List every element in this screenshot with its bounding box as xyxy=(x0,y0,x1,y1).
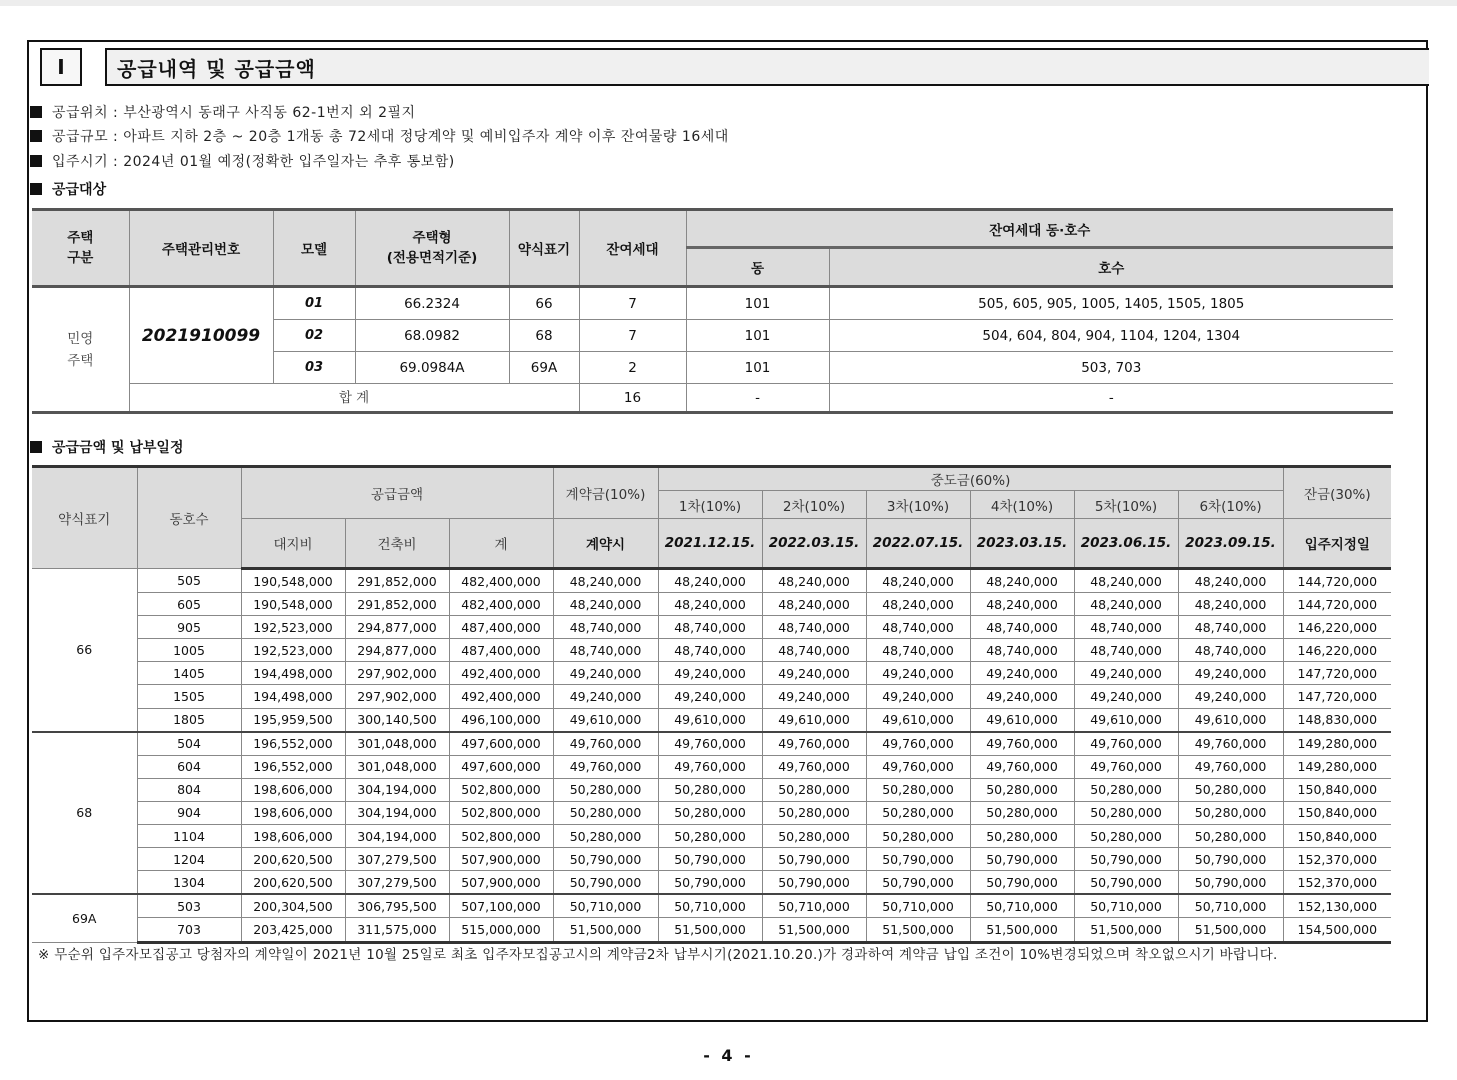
building-cell: 311,575,000 xyxy=(345,918,449,942)
header-installment: 1차(10%) xyxy=(658,491,762,519)
middle-3-cell: 50,790,000 xyxy=(866,848,970,871)
remaining-cell: 7 xyxy=(579,287,686,320)
header-house-type: 주택형 (전용면적기준) xyxy=(355,210,509,287)
dong-cell: 101 xyxy=(686,352,829,384)
table-row xyxy=(32,732,1391,756)
header-installment-date: 2022.03.15. xyxy=(762,519,866,569)
middle-3-cell: 49,240,000 xyxy=(866,662,970,685)
ho-cell: 1204 xyxy=(137,848,241,871)
middle-2-cell: 50,790,000 xyxy=(762,871,866,895)
middle-5-cell: 50,790,000 xyxy=(1074,848,1178,871)
page-number: - 4 - xyxy=(703,1046,754,1065)
info-scale: 공급규모 : 아파트 지하 2층 ~ 20층 1개동 총 72세대 정당계약 및 예비입주자 계약 이후 잔여물량 16세대 xyxy=(30,126,729,146)
deposit-cell: 48,240,000 xyxy=(553,593,658,616)
remaining-cell: 7 xyxy=(579,320,686,352)
balance-cell: 148,830,000 xyxy=(1283,708,1391,732)
middle-4-cell: 51,500,000 xyxy=(970,918,1074,942)
ho-cell: 1005 xyxy=(137,639,241,662)
middle-4-cell: 50,280,000 xyxy=(970,778,1074,801)
square-bullet-icon xyxy=(30,183,42,195)
middle-6-cell: 49,240,000 xyxy=(1178,685,1283,708)
dong-cell: 101 xyxy=(686,320,829,352)
middle-6-cell: 50,790,000 xyxy=(1178,848,1283,871)
middle-4-cell: 48,240,000 xyxy=(970,569,1074,593)
middle-4-cell: 49,610,000 xyxy=(970,708,1074,732)
middle-3-cell: 48,740,000 xyxy=(866,639,970,662)
ho-cell: 505, 605, 905, 1005, 1405, 1505, 1805 xyxy=(829,287,1393,320)
middle-2-cell: 49,760,000 xyxy=(762,732,866,756)
middle-6-cell: 48,740,000 xyxy=(1178,639,1283,662)
table-row xyxy=(32,801,1391,824)
middle-1-cell: 49,760,000 xyxy=(658,755,762,778)
middle-6-cell: 50,280,000 xyxy=(1178,801,1283,824)
payment-heading: 공급금액 및 납부일정 xyxy=(30,437,183,457)
ho-cell: 904 xyxy=(137,801,241,824)
table-row xyxy=(32,569,1391,593)
balance-cell: 149,280,000 xyxy=(1283,755,1391,778)
middle-1-cell: 50,790,000 xyxy=(658,848,762,871)
deposit-cell: 50,280,000 xyxy=(553,801,658,824)
middle-3-cell: 48,740,000 xyxy=(866,616,970,639)
middle-5-cell: 50,280,000 xyxy=(1074,778,1178,801)
ho-cell: 1405 xyxy=(137,662,241,685)
ho-cell: 804 xyxy=(137,778,241,801)
total-cell: 482,400,000 xyxy=(449,593,553,616)
table-row xyxy=(32,894,1391,918)
ho-cell: 1805 xyxy=(137,708,241,732)
header-balance: 잔금(30%) xyxy=(1283,467,1391,519)
middle-6-cell: 49,610,000 xyxy=(1178,708,1283,732)
total-cell: 502,800,000 xyxy=(449,825,553,848)
building-cell: 297,902,000 xyxy=(345,685,449,708)
header-installment-date: 2023.03.15. xyxy=(970,519,1074,569)
middle-5-cell: 49,760,000 xyxy=(1074,732,1178,756)
land-cell: 198,606,000 xyxy=(241,778,345,801)
middle-4-cell: 49,240,000 xyxy=(970,685,1074,708)
middle-6-cell: 48,240,000 xyxy=(1178,593,1283,616)
deposit-cell: 50,280,000 xyxy=(553,825,658,848)
deposit-cell: 48,740,000 xyxy=(553,616,658,639)
ho-cell: 503 xyxy=(137,894,241,918)
total-cell: 496,100,000 xyxy=(449,708,553,732)
middle-5-cell: 49,240,000 xyxy=(1074,662,1178,685)
ho-cell: 504, 604, 804, 904, 1104, 1204, 1304 xyxy=(829,320,1393,352)
table-row xyxy=(32,825,1391,848)
building-cell: 294,877,000 xyxy=(345,616,449,639)
middle-1-cell: 50,710,000 xyxy=(658,894,762,918)
building-cell: 306,795,500 xyxy=(345,894,449,918)
balance-cell: 147,720,000 xyxy=(1283,685,1391,708)
balance-cell: 146,220,000 xyxy=(1283,616,1391,639)
land-cell: 198,606,000 xyxy=(241,825,345,848)
table-row xyxy=(32,755,1391,778)
header-supply: 공급금액 xyxy=(241,467,553,519)
land-cell: 200,620,500 xyxy=(241,848,345,871)
ho-cell: 703 xyxy=(137,918,241,942)
middle-6-cell: 49,240,000 xyxy=(1178,662,1283,685)
land-cell: 203,425,000 xyxy=(241,918,345,942)
table-row xyxy=(32,848,1391,871)
building-cell: 304,194,000 xyxy=(345,801,449,824)
header-middle: 중도금(60%) xyxy=(658,467,1283,491)
middle-5-cell: 50,790,000 xyxy=(1074,871,1178,895)
land-cell: 196,552,000 xyxy=(241,755,345,778)
header-installment-date: 2022.07.15. xyxy=(866,519,970,569)
deposit-cell: 49,610,000 xyxy=(553,708,658,732)
balance-cell: 150,840,000 xyxy=(1283,801,1391,824)
middle-4-cell: 48,740,000 xyxy=(970,616,1074,639)
table-row xyxy=(32,662,1391,685)
ho-cell: 605 xyxy=(137,593,241,616)
total-cell: 487,400,000 xyxy=(449,639,553,662)
ho-cell: 1505 xyxy=(137,685,241,708)
table-row xyxy=(32,708,1391,732)
building-cell: 291,852,000 xyxy=(345,569,449,593)
total-cell: 502,800,000 xyxy=(449,801,553,824)
table-row xyxy=(32,918,1391,942)
ho-cell: 905 xyxy=(137,616,241,639)
deposit-cell: 49,760,000 xyxy=(553,755,658,778)
middle-2-cell: 51,500,000 xyxy=(762,918,866,942)
table-row xyxy=(32,616,1391,639)
total-cell: 492,400,000 xyxy=(449,662,553,685)
middle-5-cell: 50,280,000 xyxy=(1074,825,1178,848)
middle-4-cell: 49,760,000 xyxy=(970,755,1074,778)
supply-target-table xyxy=(32,208,1393,414)
square-bullet-icon xyxy=(30,441,42,453)
model-cell: 02 xyxy=(273,320,355,352)
footnote: ※ 무순위 입주자모집공고 당첨자의 계약일이 2021년 10월 25일로 최초 입주자모집공고시의 계약금2차 납부시기(2021.10.20.)가 경과하여 계약금 납입 조건이 10%변경되었으며 착오없으시기 바랍니다. xyxy=(38,947,1278,963)
table-row xyxy=(32,593,1391,616)
header-installment-date: 2023.09.15. xyxy=(1178,519,1283,569)
total-cell: 482,400,000 xyxy=(449,569,553,593)
balance-cell: 150,840,000 xyxy=(1283,825,1391,848)
middle-3-cell: 48,240,000 xyxy=(866,569,970,593)
table-row xyxy=(32,871,1391,895)
header-balance-when: 입주지정일 xyxy=(1283,519,1391,569)
ho-cell: 604 xyxy=(137,755,241,778)
middle-1-cell: 49,240,000 xyxy=(658,685,762,708)
ho-cell: 1104 xyxy=(137,825,241,848)
total-cell: 507,100,000 xyxy=(449,894,553,918)
building-cell: 304,194,000 xyxy=(345,825,449,848)
table-row xyxy=(32,287,1393,320)
payment-table xyxy=(32,465,1391,944)
ho-cell: 503, 703 xyxy=(829,352,1393,384)
middle-2-cell: 49,240,000 xyxy=(762,662,866,685)
info-move-in: 입주시기 : 2024년 01월 예정(정확한 입주일자는 추후 통보함) xyxy=(30,151,455,171)
middle-6-cell: 49,760,000 xyxy=(1178,732,1283,756)
middle-2-cell: 48,740,000 xyxy=(762,616,866,639)
middle-1-cell: 48,740,000 xyxy=(658,616,762,639)
header-installment: 2차(10%) xyxy=(762,491,866,519)
header-remaining: 잔여세대 xyxy=(579,210,686,287)
balance-cell: 150,840,000 xyxy=(1283,778,1391,801)
total-remaining: 16 xyxy=(579,384,686,413)
middle-3-cell: 51,500,000 xyxy=(866,918,970,942)
deposit-cell: 48,740,000 xyxy=(553,639,658,662)
middle-6-cell: 50,280,000 xyxy=(1178,778,1283,801)
middle-4-cell: 48,740,000 xyxy=(970,639,1074,662)
total-row xyxy=(32,384,1393,413)
middle-2-cell: 50,280,000 xyxy=(762,801,866,824)
middle-3-cell: 50,790,000 xyxy=(866,871,970,895)
balance-cell: 147,720,000 xyxy=(1283,662,1391,685)
land-cell: 194,498,000 xyxy=(241,662,345,685)
section-number: I xyxy=(40,48,82,86)
top-edge xyxy=(0,0,1457,6)
middle-6-cell: 51,500,000 xyxy=(1178,918,1283,942)
building-cell: 300,140,500 xyxy=(345,708,449,732)
middle-5-cell: 49,610,000 xyxy=(1074,708,1178,732)
header-installment-date: 2021.12.15. xyxy=(658,519,762,569)
building-cell: 297,902,000 xyxy=(345,662,449,685)
middle-2-cell: 50,710,000 xyxy=(762,894,866,918)
balance-cell: 152,130,000 xyxy=(1283,894,1391,918)
header-abbrev: 약식표기 xyxy=(509,210,579,287)
land-cell: 192,523,000 xyxy=(241,616,345,639)
header-housing-type: 주택 구분 xyxy=(32,210,129,287)
header-dong-ho: 잔여세대 동·호수 xyxy=(686,210,1393,248)
land-cell: 194,498,000 xyxy=(241,685,345,708)
table-row xyxy=(32,639,1391,662)
middle-4-cell: 50,280,000 xyxy=(970,801,1074,824)
middle-2-cell: 49,240,000 xyxy=(762,685,866,708)
header-model: 모델 xyxy=(273,210,355,287)
middle-1-cell: 50,280,000 xyxy=(658,778,762,801)
type-cell: 69.0984A xyxy=(355,352,509,384)
middle-1-cell: 50,280,000 xyxy=(658,825,762,848)
remaining-cell: 2 xyxy=(579,352,686,384)
middle-5-cell: 49,760,000 xyxy=(1074,755,1178,778)
middle-6-cell: 50,710,000 xyxy=(1178,894,1283,918)
header-mgmt-no: 주택관리번호 xyxy=(129,210,273,287)
header-deposit-when: 계약시 xyxy=(553,519,658,569)
middle-1-cell: 49,240,000 xyxy=(658,662,762,685)
middle-3-cell: 49,760,000 xyxy=(866,732,970,756)
middle-3-cell: 48,240,000 xyxy=(866,593,970,616)
middle-1-cell: 48,740,000 xyxy=(658,639,762,662)
total-cell: 492,400,000 xyxy=(449,685,553,708)
header-installment-date: 2023.06.15. xyxy=(1074,519,1178,569)
middle-1-cell: 48,240,000 xyxy=(658,593,762,616)
middle-5-cell: 51,500,000 xyxy=(1074,918,1178,942)
middle-4-cell: 50,710,000 xyxy=(970,894,1074,918)
abbrev-cell: 68 xyxy=(509,320,579,352)
section-title: 공급내역 및 공급금액 xyxy=(105,48,1429,86)
middle-6-cell: 50,280,000 xyxy=(1178,825,1283,848)
total-cell: 497,600,000 xyxy=(449,732,553,756)
middle-2-cell: 50,280,000 xyxy=(762,825,866,848)
land-cell: 190,548,000 xyxy=(241,593,345,616)
middle-3-cell: 50,710,000 xyxy=(866,894,970,918)
header-ho: 호수 xyxy=(829,248,1393,287)
middle-6-cell: 48,740,000 xyxy=(1178,616,1283,639)
land-cell: 200,620,500 xyxy=(241,871,345,895)
housing-type-cell: 민영 주택 xyxy=(32,287,129,413)
middle-2-cell: 50,790,000 xyxy=(762,848,866,871)
total-cell: 487,400,000 xyxy=(449,616,553,639)
total-cell: 502,800,000 xyxy=(449,778,553,801)
middle-6-cell: 48,240,000 xyxy=(1178,569,1283,593)
balance-cell: 154,500,000 xyxy=(1283,918,1391,942)
building-cell: 301,048,000 xyxy=(345,732,449,756)
building-cell: 291,852,000 xyxy=(345,593,449,616)
abbrev-cell: 69A xyxy=(509,352,579,384)
middle-5-cell: 50,280,000 xyxy=(1074,801,1178,824)
middle-4-cell: 48,240,000 xyxy=(970,593,1074,616)
total-cell: 507,900,000 xyxy=(449,871,553,895)
middle-2-cell: 49,760,000 xyxy=(762,755,866,778)
dong-cell: 101 xyxy=(686,287,829,320)
balance-cell: 146,220,000 xyxy=(1283,639,1391,662)
header-installment: 5차(10%) xyxy=(1074,491,1178,519)
land-cell: 192,523,000 xyxy=(241,639,345,662)
total-cell: 515,000,000 xyxy=(449,918,553,942)
building-cell: 304,194,000 xyxy=(345,778,449,801)
ho-cell: 504 xyxy=(137,732,241,756)
middle-5-cell: 50,710,000 xyxy=(1074,894,1178,918)
type-cell: 66.2324 xyxy=(355,287,509,320)
deposit-cell: 50,710,000 xyxy=(553,894,658,918)
building-cell: 301,048,000 xyxy=(345,755,449,778)
middle-4-cell: 50,790,000 xyxy=(970,871,1074,895)
middle-3-cell: 50,280,000 xyxy=(866,801,970,824)
middle-3-cell: 49,760,000 xyxy=(866,755,970,778)
land-cell: 195,959,500 xyxy=(241,708,345,732)
middle-5-cell: 48,240,000 xyxy=(1074,593,1178,616)
type-cell: 68.0982 xyxy=(355,320,509,352)
middle-3-cell: 49,610,000 xyxy=(866,708,970,732)
abbrev-cell: 66 xyxy=(509,287,579,320)
deposit-cell: 49,760,000 xyxy=(553,732,658,756)
ho-cell: 505 xyxy=(137,569,241,593)
deposit-cell: 48,240,000 xyxy=(553,569,658,593)
middle-3-cell: 50,280,000 xyxy=(866,778,970,801)
balance-cell: 152,370,000 xyxy=(1283,848,1391,871)
middle-6-cell: 49,760,000 xyxy=(1178,755,1283,778)
header-installment: 4차(10%) xyxy=(970,491,1074,519)
abbrev-cell: 66 xyxy=(32,569,137,732)
mgmt-no-cell: 2021910099 xyxy=(129,287,273,384)
header-building: 건축비 xyxy=(345,519,449,569)
header-land: 대지비 xyxy=(241,519,345,569)
total-dong: - xyxy=(686,384,829,413)
deposit-cell: 50,790,000 xyxy=(553,871,658,895)
header-ho: 동호수 xyxy=(137,467,241,569)
balance-cell: 149,280,000 xyxy=(1283,732,1391,756)
model-cell: 03 xyxy=(273,352,355,384)
land-cell: 190,548,000 xyxy=(241,569,345,593)
land-cell: 196,552,000 xyxy=(241,732,345,756)
middle-4-cell: 49,760,000 xyxy=(970,732,1074,756)
balance-cell: 144,720,000 xyxy=(1283,593,1391,616)
building-cell: 307,279,500 xyxy=(345,871,449,895)
middle-2-cell: 50,280,000 xyxy=(762,778,866,801)
deposit-cell: 49,240,000 xyxy=(553,685,658,708)
middle-4-cell: 50,790,000 xyxy=(970,848,1074,871)
building-cell: 307,279,500 xyxy=(345,848,449,871)
middle-1-cell: 51,500,000 xyxy=(658,918,762,942)
middle-1-cell: 48,240,000 xyxy=(658,569,762,593)
middle-2-cell: 48,740,000 xyxy=(762,639,866,662)
square-bullet-icon xyxy=(30,130,42,142)
middle-3-cell: 50,280,000 xyxy=(866,825,970,848)
balance-cell: 152,370,000 xyxy=(1283,871,1391,895)
middle-5-cell: 48,240,000 xyxy=(1074,569,1178,593)
middle-1-cell: 49,760,000 xyxy=(658,732,762,756)
abbrev-cell: 68 xyxy=(32,732,137,895)
table-row xyxy=(32,778,1391,801)
deposit-cell: 50,790,000 xyxy=(553,848,658,871)
model-cell: 01 xyxy=(273,287,355,320)
header-dong: 동 xyxy=(686,248,829,287)
info-location: 공급위치 : 부산광역시 동래구 사직동 62-1번지 외 2필지 xyxy=(30,102,416,122)
middle-5-cell: 48,740,000 xyxy=(1074,616,1178,639)
middle-2-cell: 49,610,000 xyxy=(762,708,866,732)
land-cell: 200,304,500 xyxy=(241,894,345,918)
middle-1-cell: 50,790,000 xyxy=(658,871,762,895)
header-deposit: 계약금(10%) xyxy=(553,467,658,519)
supply-target-heading: 공급대상 xyxy=(30,179,106,199)
total-label: 합 계 xyxy=(129,384,579,413)
middle-4-cell: 50,280,000 xyxy=(970,825,1074,848)
middle-1-cell: 49,610,000 xyxy=(658,708,762,732)
balance-cell: 144,720,000 xyxy=(1283,569,1391,593)
land-cell: 198,606,000 xyxy=(241,801,345,824)
ho-cell: 1304 xyxy=(137,871,241,895)
square-bullet-icon xyxy=(30,155,42,167)
middle-2-cell: 48,240,000 xyxy=(762,569,866,593)
total-ho: - xyxy=(829,384,1393,413)
middle-1-cell: 50,280,000 xyxy=(658,801,762,824)
middle-5-cell: 49,240,000 xyxy=(1074,685,1178,708)
table-row xyxy=(32,685,1391,708)
header-abbrev: 약식표기 xyxy=(32,467,137,569)
header-installment: 3차(10%) xyxy=(866,491,970,519)
header-installment: 6차(10%) xyxy=(1178,491,1283,519)
middle-3-cell: 49,240,000 xyxy=(866,685,970,708)
middle-2-cell: 48,240,000 xyxy=(762,593,866,616)
total-cell: 497,600,000 xyxy=(449,755,553,778)
abbrev-cell: 69A xyxy=(32,894,137,942)
middle-6-cell: 50,790,000 xyxy=(1178,871,1283,895)
square-bullet-icon xyxy=(30,106,42,118)
deposit-cell: 50,280,000 xyxy=(553,778,658,801)
middle-4-cell: 49,240,000 xyxy=(970,662,1074,685)
deposit-cell: 49,240,000 xyxy=(553,662,658,685)
middle-5-cell: 48,740,000 xyxy=(1074,639,1178,662)
header-total: 계 xyxy=(449,519,553,569)
deposit-cell: 51,500,000 xyxy=(553,918,658,942)
total-cell: 507,900,000 xyxy=(449,848,553,871)
building-cell: 294,877,000 xyxy=(345,639,449,662)
